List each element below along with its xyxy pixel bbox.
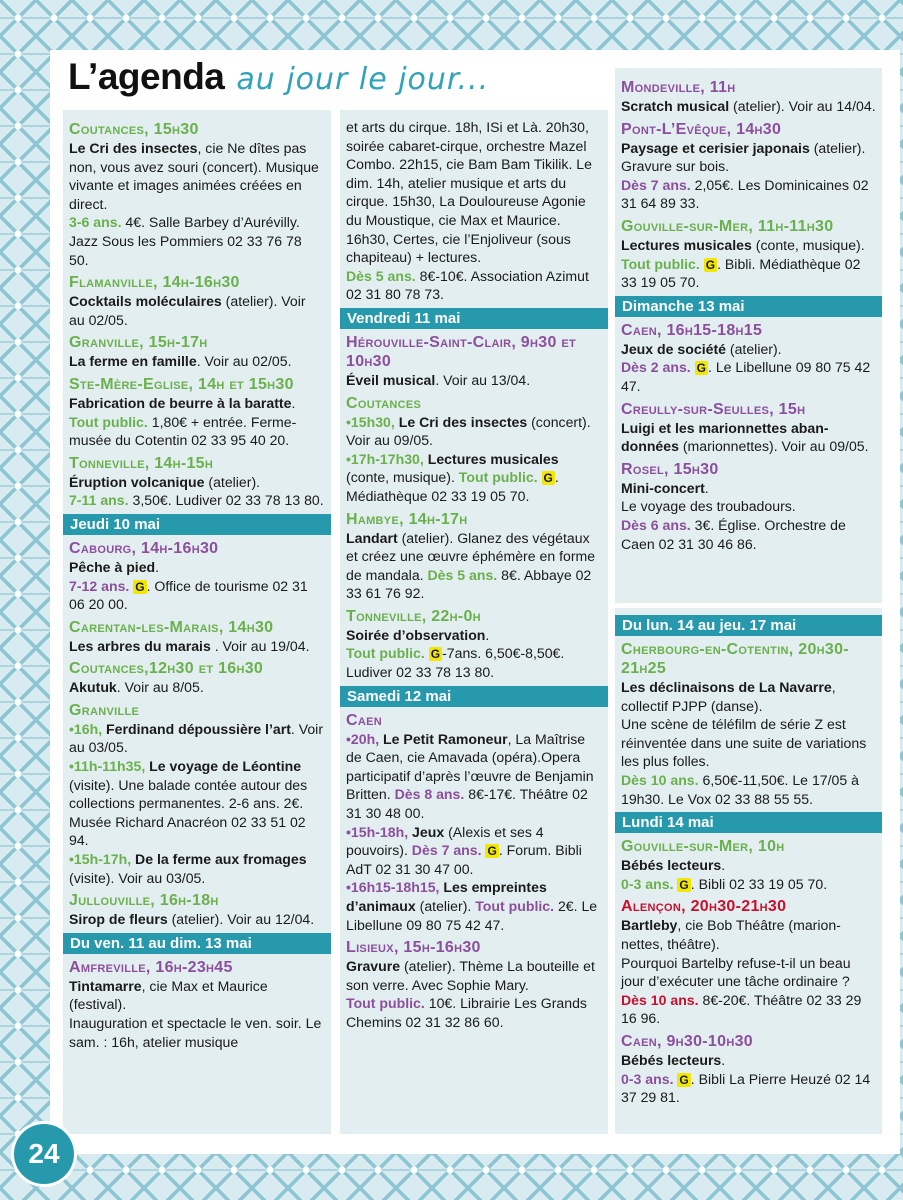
event-age: Tout public. xyxy=(471,898,555,914)
event-title: Les déclinaisons de La Navarre xyxy=(621,679,832,695)
event-info: 3,50€. Ludiver 02 33 78 13 80. xyxy=(128,492,324,509)
event-place: Mondeville, 11h xyxy=(621,79,736,96)
event-place: Alençon, 20h30-21h30 xyxy=(621,898,787,916)
event-title: Lectures musicales xyxy=(423,450,559,467)
event-age: Dès 5 ans. xyxy=(346,267,416,284)
event-entry xyxy=(346,957,602,1031)
event-desc: . xyxy=(704,479,709,496)
free-badge: G xyxy=(487,844,497,859)
event-title: Éveil musical xyxy=(346,371,436,388)
event-age: Tout public. xyxy=(454,469,538,486)
agenda-column-3 xyxy=(615,68,882,603)
event-info: 8€-20€. Théâtre 02 33 29 16 96. xyxy=(621,991,862,1027)
event-desc: et arts du cirque. 18h, ISi et Là. 20h30, soirée cabaret-cirque, orchestre Mazel Combo. 22h15, cie Bam Bam Tikilik. Le dim. 14h, atelier musique et arts du cirque. 15h30, La Douloureuse Agonie du Moustique, cie Max et Maurice. 16h30, Certes, cie l’Enjoliveur (sous chapiteau) + lectures. xyxy=(346,119,592,266)
event-desc: , cie Max et Maurice (festival). xyxy=(69,977,268,1013)
event-title: Jeux de société xyxy=(621,340,726,357)
event-desc: . Voir au 8/05. xyxy=(116,679,204,696)
event-desc: . Voir au 03/05. xyxy=(69,720,324,756)
event-time: •17h-17h30, xyxy=(346,450,424,467)
event-place: Coutances, 15h30 xyxy=(69,121,199,138)
event-age: Dès 10 ans. xyxy=(621,771,699,788)
event-title: Les arbres du marais xyxy=(69,637,211,654)
date-bar: Lundi 14 mai xyxy=(615,812,882,833)
event-title: Bébés lecteurs xyxy=(621,857,722,874)
event-age: 7-11 ans. xyxy=(69,492,129,509)
event-entry xyxy=(69,720,325,757)
event-entry xyxy=(346,371,602,390)
event-place: Tonneville, 22h-0h xyxy=(346,607,481,625)
date-bar: Du ven. 11 au dim. 13 mai xyxy=(63,933,331,954)
free-badge: G xyxy=(430,647,441,662)
event-age: 0-3 ans. xyxy=(621,875,674,892)
event-desc: (atelier). Voir au 14/04. xyxy=(729,98,876,114)
event-desc: (atelier). Thème La bouteille et son verre. Avec Sophie Mary. xyxy=(346,958,595,993)
event-place: Pont-L’Evêque, 14h30 xyxy=(621,120,782,138)
event-info: 2,05€. Les Dominicaines 02 31 64 89 33. xyxy=(621,176,869,212)
event-desc: . Voir au 19/04. xyxy=(210,637,310,654)
event-entry xyxy=(69,139,325,269)
event-desc: . Voir au 02/05. xyxy=(196,353,292,370)
event-desc: , La Maîtrise de Caen, cie Amavada (opéra).Opera participatif d’après l’œuvre de Benjamin Britten. xyxy=(346,730,594,803)
event-time: •16h, xyxy=(69,720,103,737)
event-place: Creully-sur-Seulles, 15h xyxy=(621,400,806,418)
event-entry xyxy=(621,678,876,715)
event-place: Amfreville, 16h-23h45 xyxy=(69,958,233,976)
event-entry xyxy=(69,757,325,850)
event-place: Gouville-sur-Mer, 10h xyxy=(621,838,785,856)
event-age: Tout public. xyxy=(621,255,700,272)
event-entry xyxy=(621,856,876,893)
event-extra: Une scène de téléfilm de série Z est réinventée dans une suite de variations les plus folles. xyxy=(621,716,867,770)
event-title: Scratch musical xyxy=(621,98,730,114)
event-entry xyxy=(69,473,325,510)
event-title: De la ferme aux fromages xyxy=(131,851,307,868)
event-info: 8€. Abbaye 02 33 61 76 92. xyxy=(346,566,592,602)
event-place: Caen xyxy=(346,711,382,729)
event-age: Tout public. xyxy=(69,413,148,430)
event-info: 3€. Église. Orchestre de Caen 02 31 30 46 86. xyxy=(621,516,846,552)
event-age: Dès 7 ans. xyxy=(621,176,691,193)
event-place: Jullouville, 16h-18h xyxy=(69,892,219,910)
event-age: Dès 2 ans. xyxy=(621,359,691,376)
event-info: 8€-10€. Association Azimut 02 31 80 78 73. xyxy=(346,267,589,303)
event-title: Le Cri des insectes xyxy=(394,413,528,430)
event-place: Caen, 9h30-10h30 xyxy=(621,1032,753,1050)
event-age: Dès 10 ans. xyxy=(621,991,699,1008)
event-entry xyxy=(621,340,876,396)
event-place: Hérouville-Saint-Clair, 9h30 et 10h30 xyxy=(346,333,577,370)
event-extra: Le voyage des troubadours. xyxy=(621,498,796,515)
event-entry xyxy=(346,626,602,682)
free-badge: G xyxy=(135,579,145,594)
event-entry xyxy=(346,529,602,603)
date-bar: Du lun. 14 au jeu. 17 mai xyxy=(615,615,882,636)
event-title: Le voyage de Léontine xyxy=(145,758,302,775)
event-info: . Forum. Bibli AdT 02 31 30 47 00. xyxy=(346,842,582,877)
free-badge: G xyxy=(679,1072,689,1087)
event-entry xyxy=(346,730,602,823)
event-entry xyxy=(621,419,876,456)
date-bar: Jeudi 10 mai xyxy=(63,514,331,535)
event-title: Jeux xyxy=(408,823,445,840)
event-info: -7ans. 6,50€-8,50€. Ludiver 02 33 78 13 80. xyxy=(346,645,565,681)
event-desc: (marionnettes). Voir au 09/05. xyxy=(678,438,869,455)
event-place: Caen, 16h15-18h15 xyxy=(621,321,763,339)
event-desc: (atelier). Glanez des végétaux et créez une œuvre éphémère en forme de mandala. xyxy=(346,529,596,583)
event-place: Gouville-sur-Mer, 11h-11h30 xyxy=(621,217,834,235)
event-desc: (atelier). Gravure sur bois. xyxy=(621,139,866,175)
event-desc: , collectif PJPP (danse). xyxy=(621,679,836,714)
event-desc: (concert). Voir au 09/05. xyxy=(346,413,591,449)
event-place: Carentan-les-Marais, 14h30 xyxy=(69,618,274,636)
agenda-column-2 xyxy=(340,110,608,1134)
event-desc: (atelier). Voir au 02/05. xyxy=(69,293,306,328)
event-place: Ste-Mère-Eglise, 14h et 15h30 xyxy=(69,375,294,393)
event-title: Gravure xyxy=(346,958,401,975)
event-entry xyxy=(346,413,602,450)
event-age: Dès 7 ans. xyxy=(407,842,482,859)
event-info: . Bibli 02 33 19 05 70. xyxy=(690,875,828,892)
event-entry xyxy=(69,394,325,450)
event-desc: . xyxy=(291,394,296,411)
event-place: Granville, 15h-17h xyxy=(69,334,208,352)
page-number: 24 xyxy=(14,1124,74,1184)
event-info: 4€. Salle Barbey d’Aurévilly. Jazz Sous les Pommiers 02 33 76 78 50. xyxy=(69,214,302,268)
event-entry xyxy=(69,292,325,329)
event-entry xyxy=(346,823,602,879)
event-desc: . xyxy=(485,626,490,643)
event-info: . Office de tourisme 02 31 06 20 00. xyxy=(69,577,308,613)
date-bar: Vendredi 11 mai xyxy=(340,308,608,329)
event-desc: (conte, musique). xyxy=(346,469,455,486)
event-entry xyxy=(621,516,876,553)
event-entry xyxy=(621,991,876,1028)
event-entry xyxy=(69,850,325,887)
event-age: 3-6 ans. xyxy=(69,214,122,231)
event-info: . Le Libellune 09 80 75 42 47. xyxy=(621,359,871,394)
event-entry xyxy=(346,878,602,934)
event-title: Luigi et les marionnettes aban-données xyxy=(621,419,829,455)
event-place: Coutances xyxy=(346,394,422,412)
event-desc: (atelier). Voir au 12/04. xyxy=(167,911,315,928)
event-place: Cabourg, 14h-16h30 xyxy=(69,539,219,557)
event-desc: . xyxy=(721,1051,726,1068)
event-title: Landart xyxy=(346,529,398,546)
free-badge: G xyxy=(705,257,716,272)
free-badge: G xyxy=(679,877,689,892)
event-title: Le Petit Ramoneur xyxy=(379,730,508,747)
event-entry xyxy=(621,479,876,498)
event-age: Dès 8 ans. xyxy=(390,786,465,803)
event-title: La ferme en famille xyxy=(69,353,197,370)
event-title: Sirop de fleurs xyxy=(69,911,168,928)
event-desc: . xyxy=(721,857,726,874)
agenda-column-1 xyxy=(63,110,331,1134)
event-time: •15h-18h, xyxy=(346,823,409,840)
event-place: Granville xyxy=(69,701,140,719)
event-entry xyxy=(621,236,876,292)
event-title: Bartleby xyxy=(621,917,678,934)
event-entry xyxy=(346,450,602,506)
event-desc: (atelier). xyxy=(725,340,782,357)
event-title: Cocktails moléculaires xyxy=(69,293,222,310)
event-age: 0-3 ans. xyxy=(621,1070,674,1087)
free-badge: G xyxy=(696,361,706,376)
event-entry xyxy=(621,916,876,953)
event-place: Coutances,12h30 et 16h30 xyxy=(69,660,264,678)
event-place: Tonneville, 14h-15h xyxy=(69,454,214,472)
event-extra: Inauguration et spectacle le ven. soir. Le sam. : 16h, atelier musique xyxy=(69,1015,322,1050)
event-info: . Bibli. Médiathèque 02 33 19 05 70. xyxy=(621,255,861,291)
event-title: Le Cri des insectes xyxy=(69,140,198,156)
event-desc: . Voir au 13/04. xyxy=(435,371,531,388)
event-desc: , cie Ne dîtes pas non, vous avez souri (concert). Musique vivante et images animées créées en direct. xyxy=(69,140,319,212)
event-time: •20h, xyxy=(346,730,380,747)
event-age: Tout public. xyxy=(346,995,425,1012)
event-title: Paysage et cerisier japonais xyxy=(621,139,810,156)
event-title: Fabrication de beurre à la baratte xyxy=(69,394,292,411)
event-desc: (visite). Voir au 03/05. xyxy=(69,869,206,886)
event-info: 2€. Le Libellune 09 80 75 42 47. xyxy=(346,898,598,933)
event-title: Soirée d’observation xyxy=(346,626,486,643)
event-entry xyxy=(621,97,876,116)
event-time: •16h15-18h15, xyxy=(346,879,440,896)
page-heading xyxy=(68,56,489,104)
event-title: Lectures musicales xyxy=(621,236,752,253)
event-entry xyxy=(621,771,876,808)
date-bar: Samedi 12 mai xyxy=(340,686,608,707)
event-info: 10€. Librairie Les Grands Chemins 02 31 32 86 60. xyxy=(346,995,587,1030)
event-entry xyxy=(69,637,325,656)
event-place: Rosel, 15h30 xyxy=(621,460,719,478)
event-desc: (atelier). xyxy=(415,898,472,914)
event-entry xyxy=(69,977,325,1014)
event-entry xyxy=(69,352,325,371)
event-entry xyxy=(69,678,325,697)
event-title: Pêche à pied xyxy=(69,558,156,575)
event-place: Lisieux, 15h-16h30 xyxy=(346,939,481,957)
page-subtitle: au jour le jour... xyxy=(236,62,490,97)
event-age: 7-12 ans. xyxy=(69,577,130,594)
event-title: Mini-concert xyxy=(621,479,705,496)
event-title: Bébés lecteurs xyxy=(621,1051,722,1068)
event-info: . Bibli La Pierre Heuzé 02 14 37 29 81. xyxy=(621,1070,871,1106)
event-title: Akutuk xyxy=(69,679,117,696)
event-title: Tintamarre xyxy=(69,977,142,994)
event-place: Cherbourg-en-Cotentin, 20h30-21h25 xyxy=(621,641,849,677)
agenda-column-3-lower xyxy=(615,608,882,1134)
event-info: . Médiathèque 02 33 19 05 70. xyxy=(346,469,559,504)
event-age: Tout public. xyxy=(346,645,425,662)
event-entry xyxy=(621,139,876,213)
event-desc: , cie Bob Théâtre (marion-nettes, théâtre). xyxy=(621,917,841,952)
event-desc: . xyxy=(155,558,160,575)
event-place: Flamanville, 14h-16h30 xyxy=(69,274,240,292)
event-info: 6,50€-11,50€. Le 17/05 à 19h30. Le Vox 02 33 88 55 55. xyxy=(621,771,859,807)
event-title: Éruption volcanique xyxy=(69,473,205,490)
event-age: Dès 6 ans. xyxy=(621,516,691,533)
event-entry xyxy=(621,1051,876,1107)
event-entry xyxy=(69,558,325,614)
event-age: Dès 5 ans. xyxy=(423,566,498,583)
event-continued xyxy=(346,118,602,304)
event-entry xyxy=(69,910,325,929)
page-title: L’agenda xyxy=(68,56,225,97)
event-desc: (conte, musique). xyxy=(751,236,865,253)
event-desc: (Alexis et ses 4 pouvoirs). xyxy=(346,823,544,859)
event-extra: Pourquoi Bartelby refuse-t-il un beau jour d’exécuter une tâche ordinaire ? xyxy=(621,954,851,990)
event-time: •15h-17h, xyxy=(69,851,132,868)
event-desc: (atelier). xyxy=(204,473,261,490)
event-time: •11h-11h35, xyxy=(69,758,146,775)
event-desc: (visite). Une balade contée autour des collections permanentes. 2-6 ans. 2€. Musée Richard Anacréon 02 33 51 02 94. xyxy=(69,776,308,849)
event-info: 8€-17€. Théâtre 02 31 30 48 00. xyxy=(346,786,588,822)
event-title: Les empreintes d’animaux xyxy=(346,879,547,914)
event-place: Hambye, 14h-17h xyxy=(346,510,468,528)
free-badge: G xyxy=(543,471,553,486)
event-title: Ferdinand dépoussière l’art xyxy=(102,720,291,737)
event-info: 1,80€ + entrée. Ferme-musée du Cotentin 02 33 95 40 20. xyxy=(69,413,297,449)
date-bar: Dimanche 13 mai xyxy=(615,296,882,317)
event-time: •15h30, xyxy=(346,413,395,430)
